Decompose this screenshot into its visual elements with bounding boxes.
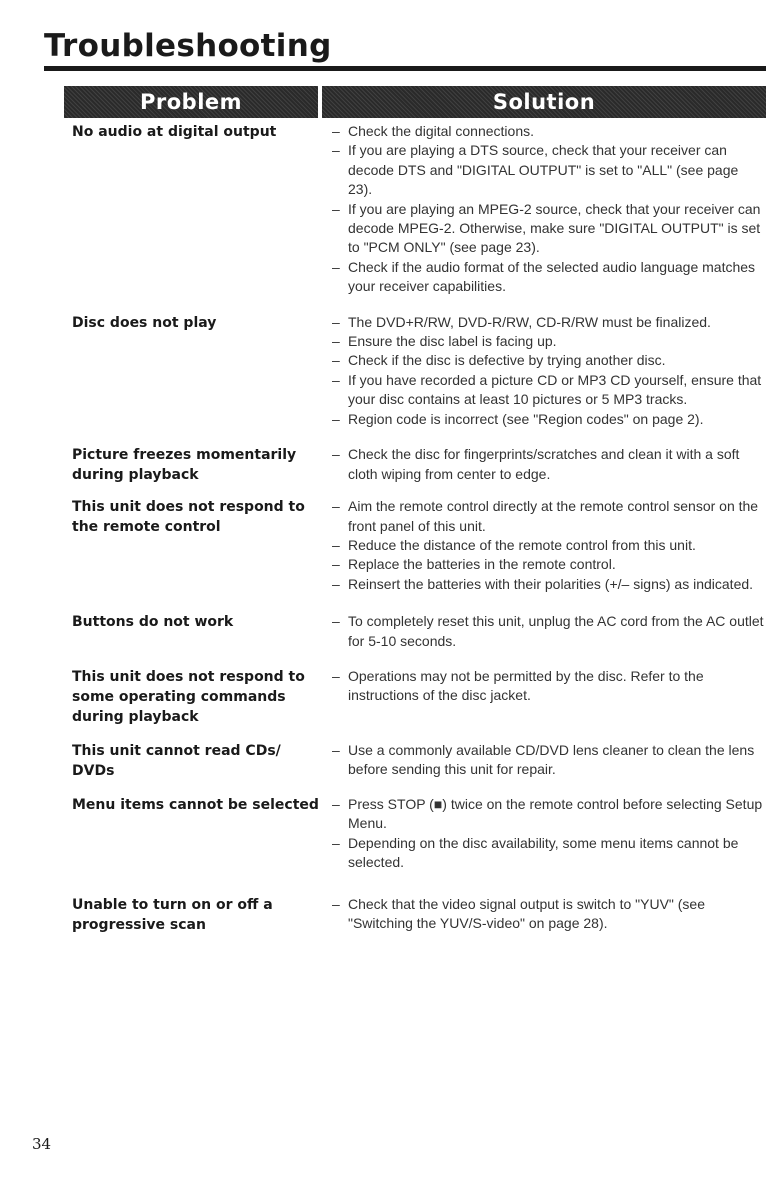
table-row: [72, 313, 766, 429]
table-row: [72, 741, 766, 781]
solution-item: – Aim the remote control directly at the remote control sensor on the front panel of this unit.: [332, 497, 766, 536]
table-row: [72, 445, 766, 485]
problem-cell: This unit does not respond to the remote control: [72, 499, 305, 536]
solution-list: [332, 313, 766, 429]
solution-item: – If you are playing an MPEG-2 source, check that your receiver can decode MPEG-2. Otherwise, make sure "DIGITAL OUTPUT" is set to "PCM ONLY" (see page 23).: [332, 200, 766, 258]
table-row: [72, 795, 766, 873]
problem-cell: Buttons do not work: [72, 614, 234, 631]
solution-item: – Use a commonly available CD/DVD lens cleaner to clean the lens before sending this unit for repair.: [332, 741, 766, 780]
solution-item: – If you are playing a DTS source, check that your receiver can decode DTS and "DIGITAL OUTPUT" is set to "ALL" (see page 23).: [332, 141, 766, 199]
problem-cell: No audio at digital output: [72, 124, 277, 140]
solution-item: – Check the disc for fingerprints/scratches and clean it with a soft cloth wiping from center to edge.: [332, 445, 766, 484]
solution-list: [332, 122, 766, 297]
solution-list: [332, 612, 766, 651]
solution-list: [332, 741, 766, 780]
solution-item: – Replace the batteries in the remote control.: [332, 555, 766, 574]
page-number: 34: [32, 1135, 52, 1153]
table-header: [64, 86, 766, 118]
problem-cell: Picture freezes momentarily during playback: [72, 447, 297, 484]
solution-list: [332, 667, 766, 706]
title-rule: [44, 66, 766, 71]
solution-item: – To completely reset this unit, unplug the AC cord from the AC outlet for 5-10 seconds.: [332, 612, 766, 651]
solution-list: [332, 445, 766, 484]
problem-cell: This unit does not respond to some operating commands during playback: [72, 668, 305, 725]
solution-item: – If you have recorded a picture CD or MP3 CD yourself, ensure that your disc contains at least 10 pictures or 5 MP3 tracks.: [332, 371, 766, 410]
solution-item: – Reinsert the batteries with their polarities (+/– signs) as indicated.: [332, 575, 766, 594]
solution-item: – Check if the disc is defective by trying another disc.: [332, 351, 766, 370]
table-row: [72, 122, 766, 297]
solution-item: – Reduce the distance of the remote control from this unit.: [332, 536, 766, 555]
solution-item: – Check the digital connections.: [332, 122, 766, 141]
solution-item: – Check that the video signal output is switch to "YUV" (see "Switching the YUV/S-video" on page 28).: [332, 895, 766, 934]
solution-item: – Ensure the disc label is facing up.: [332, 332, 766, 351]
table-row: [72, 497, 766, 594]
troubleshooting-table: [72, 122, 766, 935]
solution-item: – Operations may not be permitted by the disc. Refer to the instructions of the disc jacket.: [332, 667, 766, 706]
page-title: Troubleshooting: [44, 28, 332, 64]
solution-list: [332, 895, 766, 934]
solution-list: [332, 795, 766, 873]
solution-column-header: Solution: [322, 86, 766, 118]
table-row: [72, 667, 766, 727]
problem-cell: Menu items cannot be selected: [72, 796, 319, 813]
solution-list: [332, 497, 766, 594]
solution-item: – Depending on the disc availability, some menu items cannot be selected.: [332, 834, 766, 873]
problem-cell: Disc does not play: [72, 314, 217, 331]
table-row: [72, 895, 766, 935]
problem-cell: This unit cannot read CDs/ DVDs: [72, 742, 281, 779]
table-row: [72, 612, 766, 651]
solution-item: – The DVD+R/RW, DVD-R/RW, CD-R/RW must be finalized.: [332, 313, 766, 332]
solution-item: – Press STOP (■) twice on the remote control before selecting Setup Menu.: [332, 795, 766, 834]
problem-column-header: Problem: [64, 86, 318, 118]
solution-item: – Check if the audio format of the selected audio language matches your receiver capabilities.: [332, 258, 766, 297]
solution-item: – Region code is incorrect (see "Region codes" on page 2).: [332, 410, 766, 429]
problem-cell: Unable to turn on or off a progressive scan: [72, 896, 273, 933]
